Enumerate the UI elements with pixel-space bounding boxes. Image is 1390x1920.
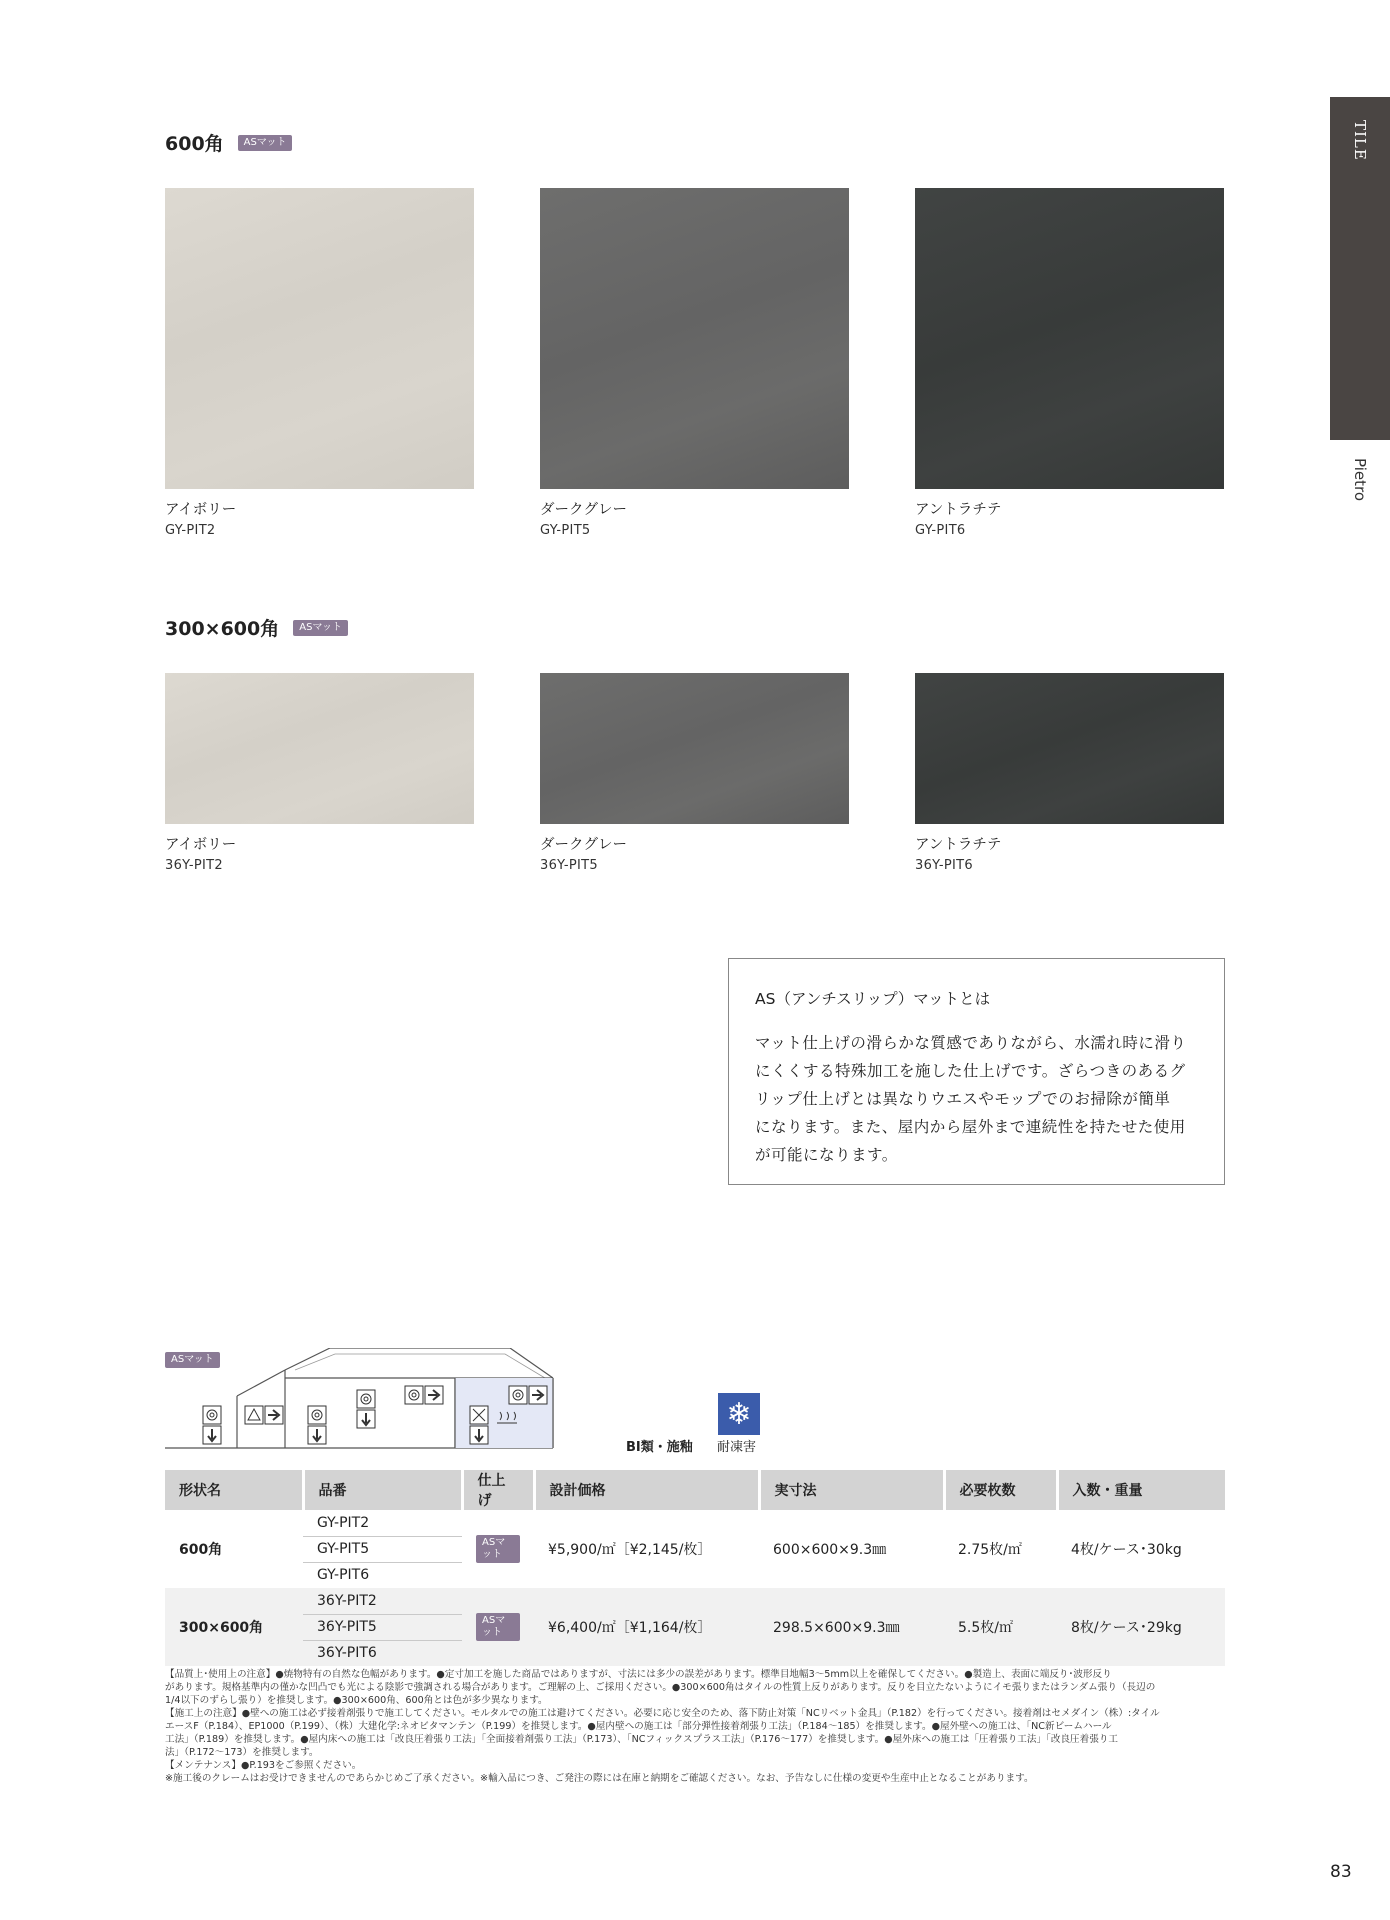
size-cell: 298.5×600×9.3㎜ xyxy=(759,1588,944,1666)
section-title: 300×600角 xyxy=(165,618,280,640)
finish-badge: ASマット xyxy=(238,135,293,151)
interior-floor-icon xyxy=(357,1390,375,1428)
price-cell: ¥5,900/㎡［¥2,145/枚］ xyxy=(534,1510,759,1588)
section-title: 600角 xyxy=(165,133,224,155)
tile-code: GY-PIT6 xyxy=(915,523,966,538)
note-line: 法」（P.172～173）を推奨します。 xyxy=(165,1747,319,1758)
header-cell: 入数・重量 xyxy=(1057,1470,1225,1510)
pack-cell: 4枚/ケース･30kg xyxy=(1057,1510,1225,1588)
pack-cell: 8枚/ケース･29kg xyxy=(1057,1588,1225,1666)
category-tab-label: TILE xyxy=(1351,120,1369,161)
shape-cell: 600角 xyxy=(165,1510,303,1588)
code-cell: 36Y-PIT2 xyxy=(303,1588,462,1614)
info-line: になります。また、屋内から屋外まで連続性を持たせた使用 xyxy=(755,1118,1186,1136)
tile-swatch-ivory-300x600 xyxy=(165,673,474,824)
header-cell: 設計価格 xyxy=(534,1470,759,1510)
water-absorption-class-label: BI類・施釉 xyxy=(626,1440,693,1455)
table-header-row xyxy=(165,1470,1225,1510)
notes-block xyxy=(165,1668,1227,1785)
qty-cell: 2.75枚/㎡ xyxy=(944,1510,1057,1588)
tile-code: GY-PIT2 xyxy=(165,523,216,538)
page-number: 83 xyxy=(1330,1862,1352,1882)
tile-swatch-anthracite-600 xyxy=(915,188,1224,489)
spec-table xyxy=(165,1470,1225,1666)
exterior-floor-icon xyxy=(203,1406,221,1444)
tile-swatch-ivory-600 xyxy=(165,188,474,489)
frost-resistance-label: 耐凍害 xyxy=(717,1440,757,1455)
note-line: 【品質上･使用上の注意】●焼物特有の自然な色幅があります。●定寸加工を施した商品ではありますが、寸法には多少の誤差があります。標準目地幅3～5mm以上を確保してください。●製造上、表面に端反り･波形反り xyxy=(165,1669,1112,1680)
tile-name: アントラチテ xyxy=(915,502,1002,518)
tile-name: ダークグレー xyxy=(540,502,627,518)
price-cell: ¥6,400/㎡［¥1,164/枚］ xyxy=(534,1588,759,1666)
code-cell: GY-PIT6 xyxy=(303,1562,462,1588)
tile-swatch-darkgray-600 xyxy=(540,188,849,489)
note-line: エースF（P.184）、EP1000（P.199）、（株）大建化学:ネオビタマンテン（P.199）を推奨します。●屋内壁への施工は「部分弾性接着剤張り工法」（P.184～185）を推奨します。●屋外壁への施工は、「NC新ビームハール xyxy=(165,1721,1112,1732)
code-cell: GY-PIT5 xyxy=(303,1536,462,1562)
tile-code: 36Y-PIT5 xyxy=(540,858,598,873)
tile-swatch-darkgray-300x600 xyxy=(540,673,849,824)
tile-name: アイボリー xyxy=(165,502,237,518)
note-line: 【施工上の注意】●壁への施工は必ず接着剤張りで施工してください。モルタルでの施工は避けてください。必要に応じ安全のため、落下防止対策「NCリベット金具」（P.182）を行ってください。接着剤はセメダイン（株）:タイル xyxy=(165,1708,1160,1719)
tile-name: アイボリー xyxy=(165,837,237,853)
info-line: マット仕上げの滑らかな質感でありながら、水濡れ時に滑り xyxy=(755,1034,1187,1052)
code-cell: 36Y-PIT6 xyxy=(303,1640,462,1666)
diagram-finish-badge: ASマット xyxy=(165,1352,220,1368)
section-300x600-header xyxy=(165,614,348,641)
snowflake-icon: ❄ xyxy=(718,1393,760,1435)
section-600-header xyxy=(165,129,292,156)
tile-code: 36Y-PIT2 xyxy=(165,858,223,873)
header-cell: 形状名 xyxy=(165,1470,303,1510)
finish-cell xyxy=(462,1588,534,1666)
info-title: AS（アンチスリップ）マットとは xyxy=(755,990,991,1008)
finish-badge: ASマット xyxy=(476,1535,520,1563)
as-matte-info-box xyxy=(728,958,1225,1185)
tile-name: アントラチテ xyxy=(915,837,1002,853)
info-body xyxy=(755,1029,1198,1169)
table-row xyxy=(165,1588,1225,1614)
finish-badge: ASマット xyxy=(293,620,348,636)
note-line: があります。規格基準内の僅かな凹凸でも光による陰影で強調される場合があります。ご理解の上、ご採用ください。●300×600角はタイルの性質上反りがあります。反りを目立たないようにイモ張りまたはランダム張り（長辺の xyxy=(165,1682,1156,1693)
interior-wall-icon xyxy=(405,1386,443,1404)
header-cell: 必要枚数 xyxy=(944,1470,1057,1510)
info-line: が可能になります。 xyxy=(755,1146,898,1164)
tile-swatch-anthracite-300x600 xyxy=(915,673,1224,824)
header-cell: 品番 xyxy=(303,1470,462,1510)
note-line: 工法」（P.189）を推奨します。●屋内床への施工は「改良圧着張り工法」「全面接着剤張り工法」（P.173）、「NCフィックスプラス工法」（P.176～177）を推奨します。●屋外床への施工は「圧着張り工法」「改良圧着張り工 xyxy=(165,1734,1119,1745)
code-cell: GY-PIT2 xyxy=(303,1510,462,1536)
note-line: 【メンテナンス】●P.193をご参照ください。 xyxy=(165,1760,362,1771)
code-cell: 36Y-PIT5 xyxy=(303,1614,462,1640)
finish-badge: ASマット xyxy=(476,1613,520,1641)
series-name: Pietro xyxy=(1351,458,1369,502)
shape-cell: 300×600角 xyxy=(165,1588,303,1666)
header-cell: 実寸法 xyxy=(759,1470,944,1510)
tile-code: 36Y-PIT6 xyxy=(915,858,973,873)
header-cell: 仕上げ xyxy=(462,1470,534,1510)
exterior-wall-icon xyxy=(245,1406,283,1424)
info-line: にくくする特殊加工を施した仕上げです。ざらつきのあるグ xyxy=(755,1062,1186,1080)
entrance-floor-icon xyxy=(308,1406,326,1444)
note-line: ※施工後のクレームはお受けできませんのであらかじめご了承ください。※輸入品につき、ご発注の際には在庫と納期をご確認ください。なお、予告なしに仕様の変更や生産中止となることがあります。 xyxy=(165,1773,1034,1784)
table-row xyxy=(165,1510,1225,1536)
finish-cell xyxy=(462,1510,534,1588)
tile-code: GY-PIT5 xyxy=(540,523,591,538)
info-line: リップ仕上げとは異なりウエスやモップでのお掃除が簡単 xyxy=(755,1090,1171,1108)
tile-name: ダークグレー xyxy=(540,837,627,853)
qty-cell: 5.5枚/㎡ xyxy=(944,1588,1057,1666)
note-line: 1/4以下のずらし張り）を推奨します。●300×600角、600角とは色が多少異なります。 xyxy=(165,1695,548,1706)
size-cell: 600×600×9.3㎜ xyxy=(759,1510,944,1588)
